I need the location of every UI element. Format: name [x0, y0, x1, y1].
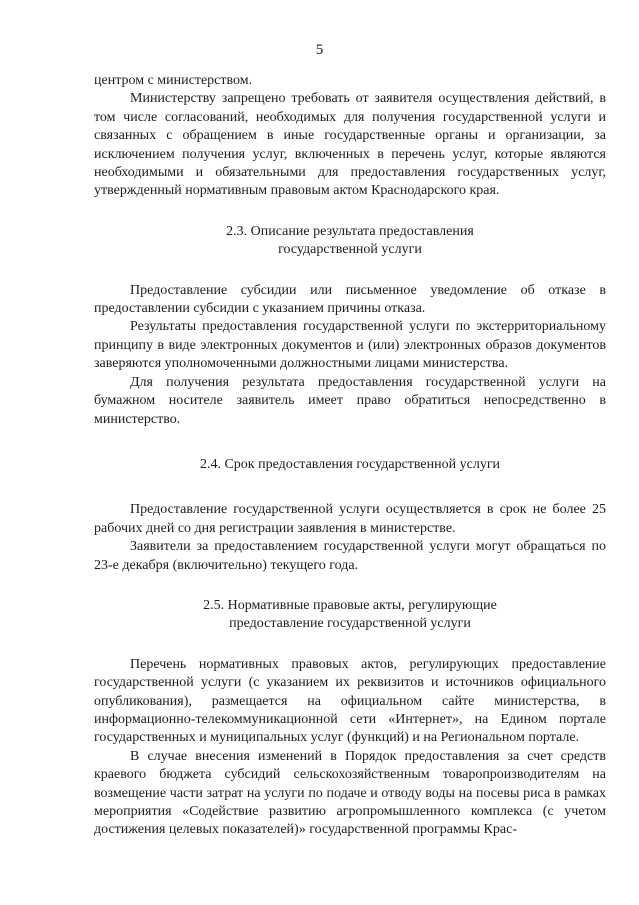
- paragraph-intro-continuation: центром с министерством.: [94, 73, 253, 88]
- document-body: [94, 72, 606, 840]
- section-2-3-heading-line-2: государственной услуги: [278, 242, 422, 258]
- section-2-4: [94, 456, 606, 575]
- page-number: 5: [315, 42, 324, 58]
- section-2-5-heading-line-2: предоставление государственной услуги: [229, 616, 471, 632]
- section-2-3-paragraph: Предоставление субсидии или письменное уведомление об отказе в предоставлении субсидии с указанием причины отказа.: [94, 282, 606, 317]
- section-2-3-heading-line-1: 2.3. Описание результата предоставления: [226, 223, 474, 239]
- section-2-4-paragraph: Предоставление государственной услуги осуществляется в срок не более 25 рабочих дней со дня регистрации заявления в министерстве.: [94, 502, 606, 536]
- spacer: [94, 429, 606, 456]
- section-2-5-heading-line-1: 2.5. Нормативные правовые акты, регулирующие: [203, 597, 497, 613]
- section-2-4-heading: 2.4. Срок предоставления государственной услуги: [199, 456, 501, 472]
- spacer: [94, 201, 606, 223]
- spacer: [94, 260, 606, 282]
- section-2-5-paragraph: В случае внесения изменений в Порядок предоставления за счет средств краевого бюджета субсидий сельскохозяйственным товаропроизводителям на возмещение части затрат на услуги по подаче и отводу воды на посевы риса в рамках мероприятия «Содействие развитию агропромышленного комплекса (с учетом достижения целевых показателей)» государственной программы Крас-: [94, 748, 606, 838]
- section-2-3-paragraph: Результаты предоставления государственной услуги по экстерриториальному принципу в виде электронных документов и (или) электронных образов документов заверяются уполномоченными должностными лицами министерства.: [94, 319, 606, 372]
- section-2-4-paragraph: Заявители за предоставлением государственной услуги могут обращаться по 23-е декабря (включительно) текущего года.: [94, 539, 606, 573]
- section-2-3: [94, 223, 606, 429]
- section-2-3-paragraph: Для получения результата предоставления государственной услуги на бумажном носителе заявитель имеет право обратиться непосредственно в министерство.: [94, 374, 606, 427]
- spacer: [94, 575, 606, 597]
- section-2-5-paragraph: Перечень нормативных правовых актов, регулирующих предоставление государственной услуги (с указанием их реквизитов и источников официального опубликования), размещается на официальном сайте министерства, в информационно-телекоммуникационной сети «Интернет», на Едином портале государственных и муниципальных услуг (функций) и на Региональном портале.: [94, 656, 606, 746]
- section-2-5: [94, 597, 606, 840]
- spacer: [94, 474, 606, 501]
- paragraph-ministry-prohibition: Министерству запрещено требовать от заявителя осуществления действий, в том числе согласований, необходимых для получения государственной услуги и связанных с обращением в иные государственные органы и организации, за исключением получения услуг, включенных в перечень услуг, которые являются необходимыми и обязательными для предоставления государственных услуг, утвержденный нормативным правовым актом Краснодарского края.: [94, 91, 606, 199]
- spacer: [94, 634, 606, 656]
